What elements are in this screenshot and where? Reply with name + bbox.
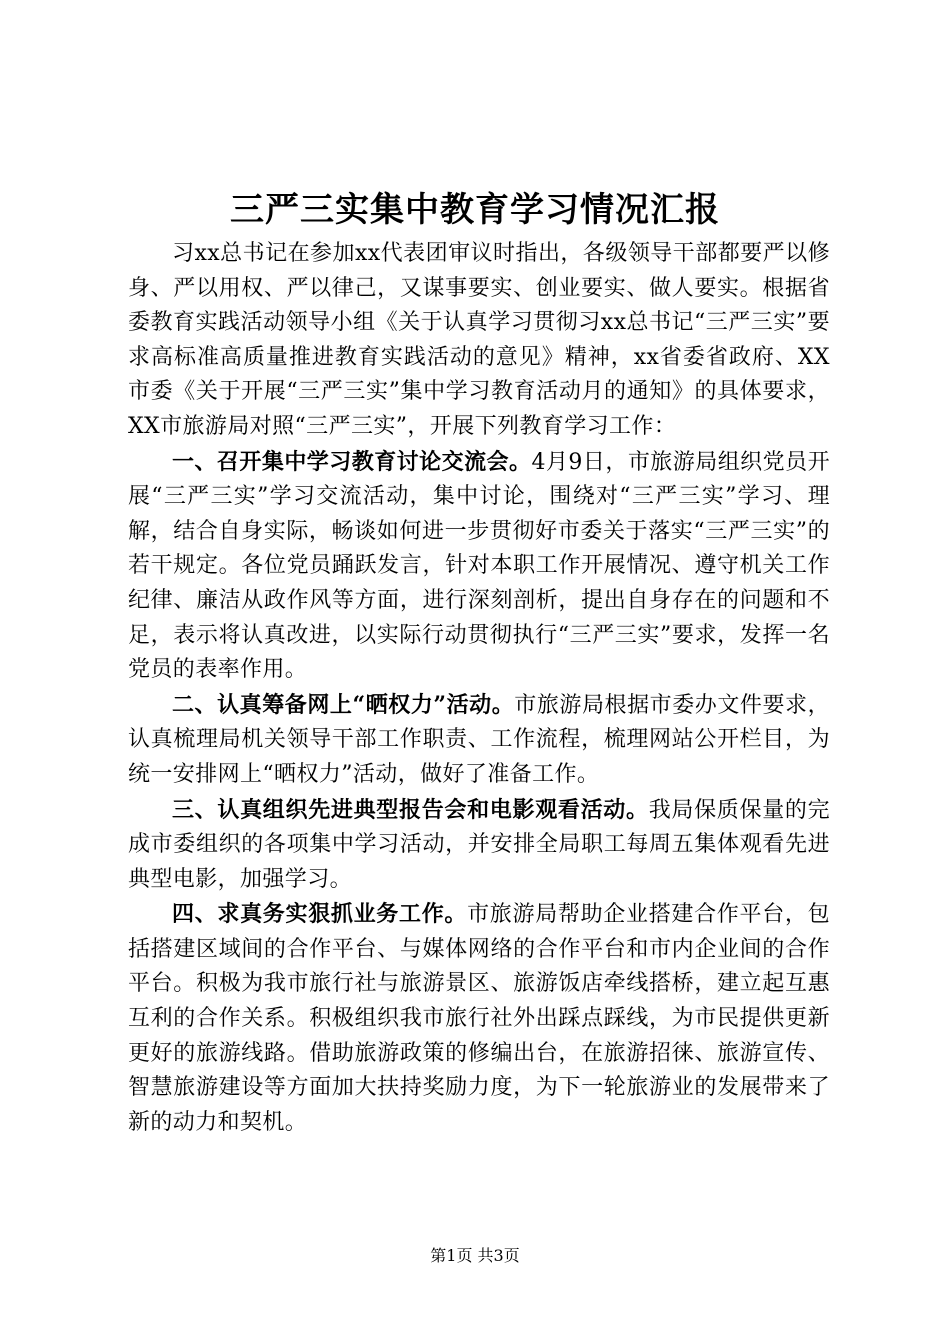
paragraph-text: 4月9日，市旅游局组织党员开展“三严三实”学习交流活动，集中讨论，围绕对“三严三实”学习、理解，结合自身实际，畅谈如何进一步贯彻好市委关于落实“三严三实”的若干规定。各位党员踊跃发言，针对本职工作开展情况、遵守机关工作纪律、廉洁从政作风等方面，进行深刻剖析，提出自身存在的问题和不足，表示将认真改进，以实际行动贯彻执行“三严三实”要求，发挥一名党员的表率作用。 (128, 449, 830, 683)
paragraph-text: 市旅游局根据市委办文件要求，认真梳理局机关领导干部工作职责、工作流程，梳理网站公开栏目，为统一安排网上“晒权力”活动，做好了准备工作。 (128, 692, 830, 787)
paragraph-heading: 三、认真组织先进典型报告会和电影观看活动。 (172, 796, 649, 823)
paragraph-section-2 (128, 688, 830, 793)
paragraph-section-3 (128, 793, 830, 898)
paragraph-section-1 (128, 445, 830, 688)
paragraph-intro (128, 236, 830, 445)
paragraph-text: 习xx总书记在参加xx代表团审议时指出，各级领导干部都要严以修身、严以用权、严以律己，又谋事要实、创业要实、做人要实。根据省委教育实践活动领导小组《关于认真学习贯彻习xx总书记“三严三实”要求高标准高质量推进教育实践活动的意见》精神，xx省委省政府、XX市委《关于开展“三严三实”集中学习教育活动月的通知》的具体要求，XX市旅游局对照“三严三实”，开展下列教育学习工作： (128, 241, 830, 439)
document-body (128, 236, 830, 1140)
paragraph-text: 我局保质保量的完成市委组织的各项集中学习活动，并安排全局职工每周五集体观看先进典型电影，加强学习。 (128, 797, 831, 892)
paragraph-text: 市旅游局帮助企业搭建合作平台，包括搭建区域间的合作平台、与媒体网络的合作平台和市内企业间的合作平台。积极为我市旅行社与旅游景区、旅游饭店牵线搭桥，建立起互惠互利的合作关系。积极组织我市旅行社外出踩点踩线，为市民提供更新更好的旅游线路。借助旅游政策的修编出台，在旅游招徕、旅游宣传、智慧旅游建设等方面加大扶持奖励力度，为下一轮旅游业的发展带来了新的动力和契机。 (128, 902, 831, 1135)
paragraph-heading: 一、召开集中学习教育讨论交流会。 (172, 448, 532, 475)
page-footer: 第1页 共3页 (430, 1246, 520, 1265)
paragraph-heading: 四、求真务实狠抓业务工作。 (172, 901, 468, 928)
document-title: 三严三实集中教育学习情况汇报 (230, 190, 720, 230)
paragraph-heading: 二、认真筹备网上“晒权力”活动。 (172, 691, 515, 718)
paragraph-section-4 (128, 897, 830, 1140)
